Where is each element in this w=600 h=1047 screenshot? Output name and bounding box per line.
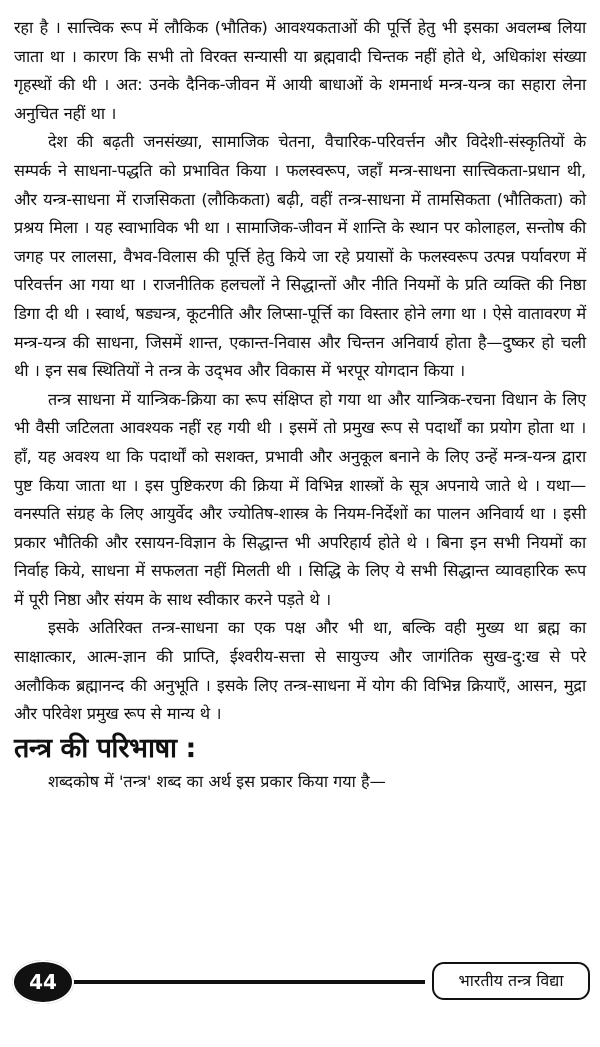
section-heading: तन्त्र की परिभाषा : bbox=[14, 732, 196, 764]
definition-intro: शब्दकोष में 'तन्त्र' शब्द का अर्थ इस प्रकार किया गया है— bbox=[48, 771, 386, 791]
paragraph-continuation: रहा है । सात्त्विक रूप में लौकिक (भौतिक) आवश्यकताओं की पूर्त्ति हेतु भी इसका अवलम्ब लिया जाता था । कारण कि सभी तो विरक्त सन्यासी या ब्रह्मवादी चिन्तक नहीं होते थे, अधिकांश संख्या गृहस्थों की थी । अत: उनके दैनिक-जीवन में आयी बाधाओं के शमनार्थ मन्त्र-यन्त्र का सहारा लेना अनुचित नहीं था । bbox=[14, 18, 586, 123]
book-title-box: भारतीय तन्त्र विद्या bbox=[432, 962, 590, 1000]
paragraph-social-change: देश की बढ़ती जनसंख्या, सामाजिक चेतना, वैचारिक-परिवर्त्तन और विदेशी-संस्कृतियों के सम्पर्क ने साधना-पद्धति को प्रभावित किया । फलस्वरूप, जहाँ मन्त्र-साधना सात्त्विकता-प्रधान थी, और यन्त्र-साधना में राजसिकता (लौकिकता) बढ़ी, वहीं तन्त्र-साधना में तामसिकता (भौतिकता) को प्रश्रय मिला । यह स्वाभाविक भी था । सामाजिक-जीवन में शान्ति के स्थान पर कोलाहल, सन्तोष की जगह पर लालसा, वैभव-विलास की पूर्त्ति हेतु किये जा रहे प्रयासों के फलस्वरूप उत्पन्न पर्यावरण में परिवर्त्तन आ गया था । राजनीतिक हलचलों ने सिद्धान्तों और नीति नियमों के प्रति व्यक्ति की निष्ठा डिगा दी थी । स्वार्थ, षड्यन्त्र, कूटनीति और लिप्सा-पूर्त्ति का विस्तार होने लगा था । ऐसे वातावरण में मन्त्र-यन्त्र की साधना, जिसमें शान्त, एकान्त-निवास और चिन्तन अनिवार्य होता है—दुष्कर हो चली थी । इन सब स्थितियों ने तन्त्र के उद्‌भव और विकास में भरपूर योगदान किया । bbox=[14, 132, 586, 381]
page-footer bbox=[10, 958, 590, 1008]
page-number-badge: 44 bbox=[12, 960, 74, 1004]
paragraph-brahma-realization: इसके अतिरिक्त तन्त्र-साधना का एक पक्ष और भी था, बल्कि वही मुख्य था ब्रह्म का साक्षात्कार, आत्म-ज्ञान की प्राप्ति, ईश्वरीय-सत्ता से सायुज्य और जागंतिक सुख-दु:ख से परे अलौकिक ब्रह्मानन्द की अनुभूति । इसके लिए तन्त्र-साधना में योग की विभिन्न क्रियाएँ, आसन, मुद्रा और परिवेश प्रमुख रूप से मान्य थे । bbox=[14, 618, 586, 724]
footer-rule bbox=[55, 980, 425, 984]
paragraph-tantra-practice: तन्त्र साधना में यान्त्रिक-क्रिया का रूप संक्षिप्त हो गया था और यान्त्रिक-रचना विधान के लिए भी वैसी जटिलता आवश्यक नहीं रह गयी थी । इसमें तो प्रमुख रूप से पदार्थों का प्रयोग होता था । हाँ, यह अवश्य था कि पदार्थों को सशक्त, प्रभावी और अनुकूल बनाने के लिए उन्हें मन्त्र-यन्त्र द्वारा पुष्ट किया जाता था । इस पुष्टिकरण की क्रिया में विभिन्न शास्त्रों के सूत्र अपनाये जाते थे । यथा—वनस्पति संग्रह के लिए आयुर्वेद और ज्योतिष-शास्त्र के नियम-निर्देशों का पालन अनिवार्य था । इसी प्रकार भौतिकी और रसायन-विज्ञान के सिद्धान्त भी अपरिहार्य होते थे । बिना इन सभी नियमों का निर्वाह किये, साधना में सफलता नहीं मिलती थी । सिद्धि के लिए ये सभी सिद्धान्त व्यावहारिक रूप में पूरी निष्ठा और संयम के साथ स्वीकार करने पड़ते थे । bbox=[14, 389, 586, 609]
